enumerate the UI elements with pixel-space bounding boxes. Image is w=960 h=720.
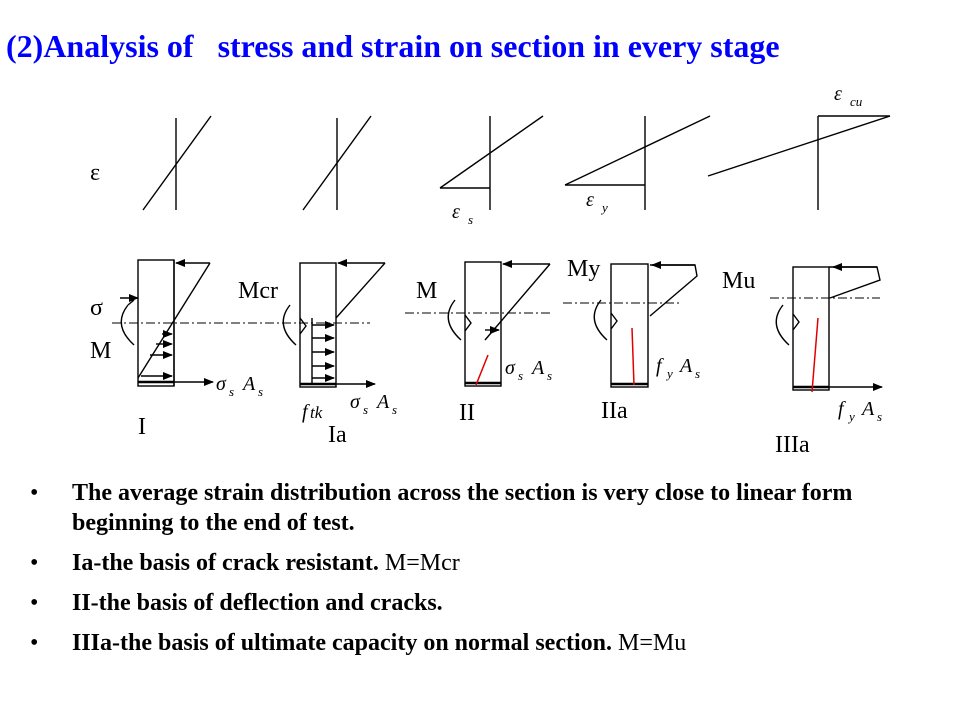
eps-s-symbol: ε — [452, 201, 460, 223]
force-IIa-f-sub: y — [667, 366, 673, 381]
force-II-sigma: σ — [505, 357, 515, 379]
bullet-dot: • — [30, 630, 39, 656]
force-IIa-A-sub: s — [695, 366, 701, 381]
strain-profile-I — [143, 116, 211, 210]
force-Ia-A: A — [377, 391, 390, 413]
moment-label-II: M — [416, 278, 438, 304]
section-Ia — [283, 263, 385, 387]
stage-label-IIa: IIa — [601, 398, 628, 424]
force-II-A: A — [532, 357, 545, 379]
force-I-A: A — [243, 373, 256, 395]
force-I-sigma: σ — [216, 373, 226, 395]
eps-cu-symbol: ε — [834, 83, 842, 105]
force-Ia-A-sub: s — [392, 402, 398, 417]
bullet-item — [30, 548, 930, 578]
bullet-text-plain: M=Mu — [611, 630, 687, 656]
eps-y-sub: y — [602, 200, 608, 215]
ftk-sub: tk — [310, 403, 323, 422]
moment-label-IIa: My — [567, 256, 601, 282]
force-II-A-sub: s — [547, 368, 553, 383]
bullet-dot: • — [30, 550, 39, 576]
stage-label-II: II — [459, 400, 475, 426]
force-IIa-A: A — [680, 355, 693, 377]
bullet-text-bold: IIIa-the basis of ultimate capacity on normal section. — [72, 630, 612, 656]
stage-label-IIIa: IIIa — [775, 432, 810, 458]
bullet-text-bold: The average strain distribution across the section is very close to linear form beginning to the end of test. — [72, 480, 853, 536]
strain-profile-IIIa — [708, 116, 890, 210]
section-IIIa — [776, 267, 882, 392]
strain-profile-II — [440, 116, 543, 210]
eps-s-sub: s — [468, 212, 474, 227]
force-I-sigma-sub: s — [229, 384, 235, 399]
eps-cu-sub: cu — [850, 94, 863, 109]
moment-label-IIIa: Mu — [722, 268, 756, 294]
bullet-dot: • — [30, 480, 39, 506]
bullet-text-bold: II-the basis of deflection and cracks. — [72, 590, 443, 616]
bullet-item — [30, 628, 930, 658]
force-IIa-f: f — [656, 355, 662, 377]
bullet-item — [30, 478, 930, 538]
ftk-f: f — [302, 401, 308, 423]
force-IIIa-f-sub: y — [849, 409, 855, 424]
force-Ia-sigma: σ — [350, 391, 360, 413]
force-IIIa-A: A — [862, 398, 875, 420]
force-IIIa-f: f — [838, 398, 844, 420]
force-I-A-sub: s — [258, 384, 264, 399]
force-IIIa-A-sub: s — [877, 409, 883, 424]
force-II-sigma-sub: s — [518, 368, 524, 383]
force-Ia-sigma-sub: s — [363, 402, 369, 417]
strain-profile-Ia — [303, 116, 371, 210]
stage-label-Ia: Ia — [328, 422, 347, 448]
bullet-item — [30, 588, 930, 618]
eps-y-symbol: ε — [586, 189, 594, 211]
stress-row-label: σ — [90, 295, 103, 321]
bullet-list — [30, 478, 930, 668]
stage-label-I: I — [138, 414, 146, 440]
moment-row-label: M — [90, 338, 112, 364]
strain-row-label: ε — [90, 160, 101, 186]
slide-title: (2)Analysis of stress and strain on section in every stage — [6, 28, 780, 64]
bullet-text-plain: M=Mcr — [378, 550, 460, 576]
moment-label-Ia: Mcr — [238, 278, 278, 304]
bullet-text-bold: Ia-the basis of crack resistant. — [72, 550, 379, 576]
bullet-dot: • — [30, 590, 39, 616]
